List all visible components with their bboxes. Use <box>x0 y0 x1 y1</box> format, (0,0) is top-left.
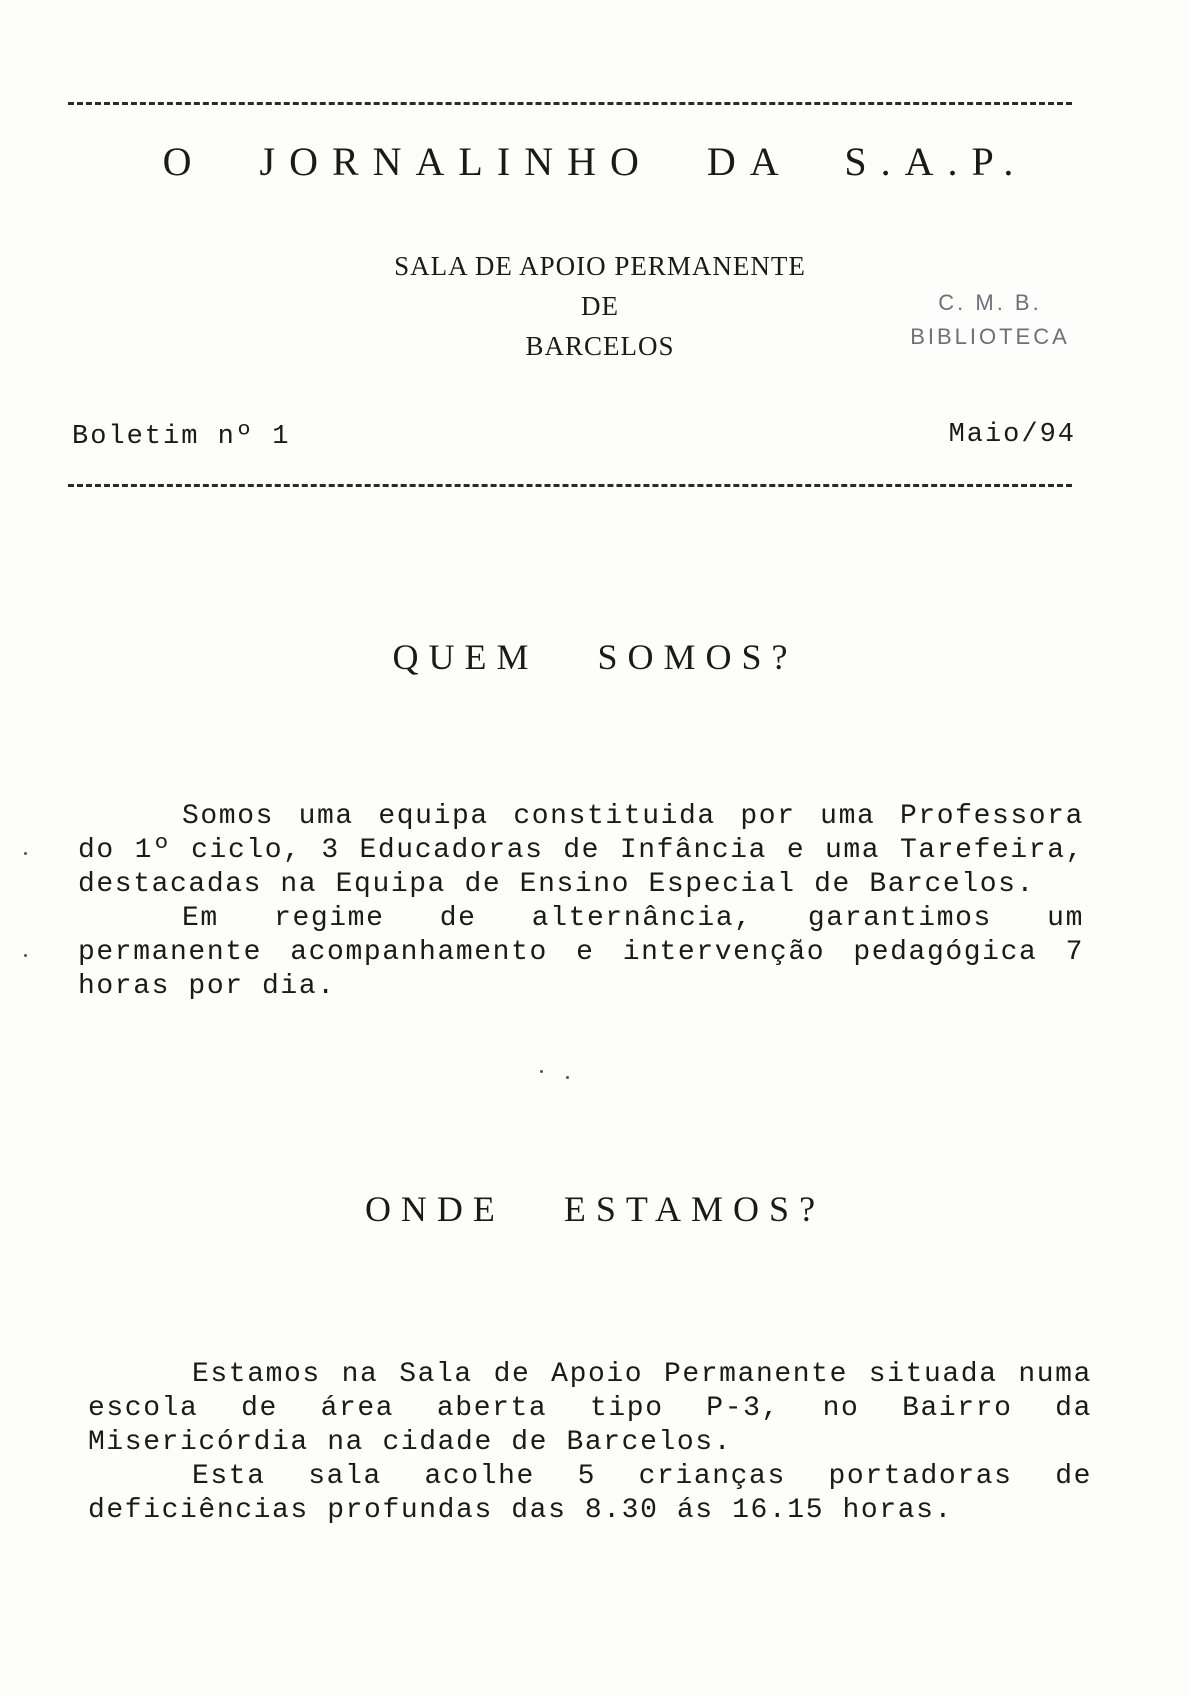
scan-speck <box>24 954 27 957</box>
subtitle-line: BARCELOS <box>525 331 675 361</box>
issue-date: Maio/94 <box>948 420 1076 450</box>
paragraph: Esta sala acolhe 5 crianças portadoras de deficiências profundas das 8.30 ás 16.15 horas. <box>88 1461 1092 1526</box>
paragraph: Somos uma equipa constituida por uma Professora do 1º ciclo, 3 Educadoras de Infância e uma Tarefeira, destacadas na Equipa de Ensino Especial de Barcelos. <box>78 801 1084 900</box>
stamp-line: BIBLIOTECA <box>910 324 1070 349</box>
newsletter-title: O JORNALINHO DA S.A.P. <box>162 139 1028 184</box>
subtitle-line: SALA DE APOIO PERMANENTE <box>394 251 806 281</box>
section-body-onde-estamos <box>88 1358 1092 1528</box>
section-heading-quem-somos: QUEM SOMOS? <box>392 637 798 677</box>
library-stamp <box>880 286 1100 354</box>
bottom-dashed-rule <box>68 484 1072 487</box>
scan-speck <box>24 852 27 855</box>
section-body-quem-somos <box>78 800 1084 1004</box>
paragraph: Estamos na Sala de Apoio Permanente situada numa escola de área aberta tipo P-3, no Bairro da Misericórdia na cidade de Barcelos. <box>88 1359 1092 1458</box>
section-heading-onde-estamos: ONDE ESTAMOS? <box>364 1189 826 1229</box>
scan-speck <box>566 1076 569 1079</box>
organization-name <box>340 246 860 366</box>
subtitle-line: DE <box>581 291 619 321</box>
scan-speck <box>540 1070 543 1073</box>
top-dashed-rule <box>68 102 1072 105</box>
paragraph: Em regime de alternância, garantimos um permanente acompanhamento e intervenção pedagógica 7 horas por dia. <box>78 903 1084 1002</box>
issue-number: Boletim nº 1 <box>72 422 291 452</box>
stamp-line: C. M. B. <box>938 290 1042 315</box>
